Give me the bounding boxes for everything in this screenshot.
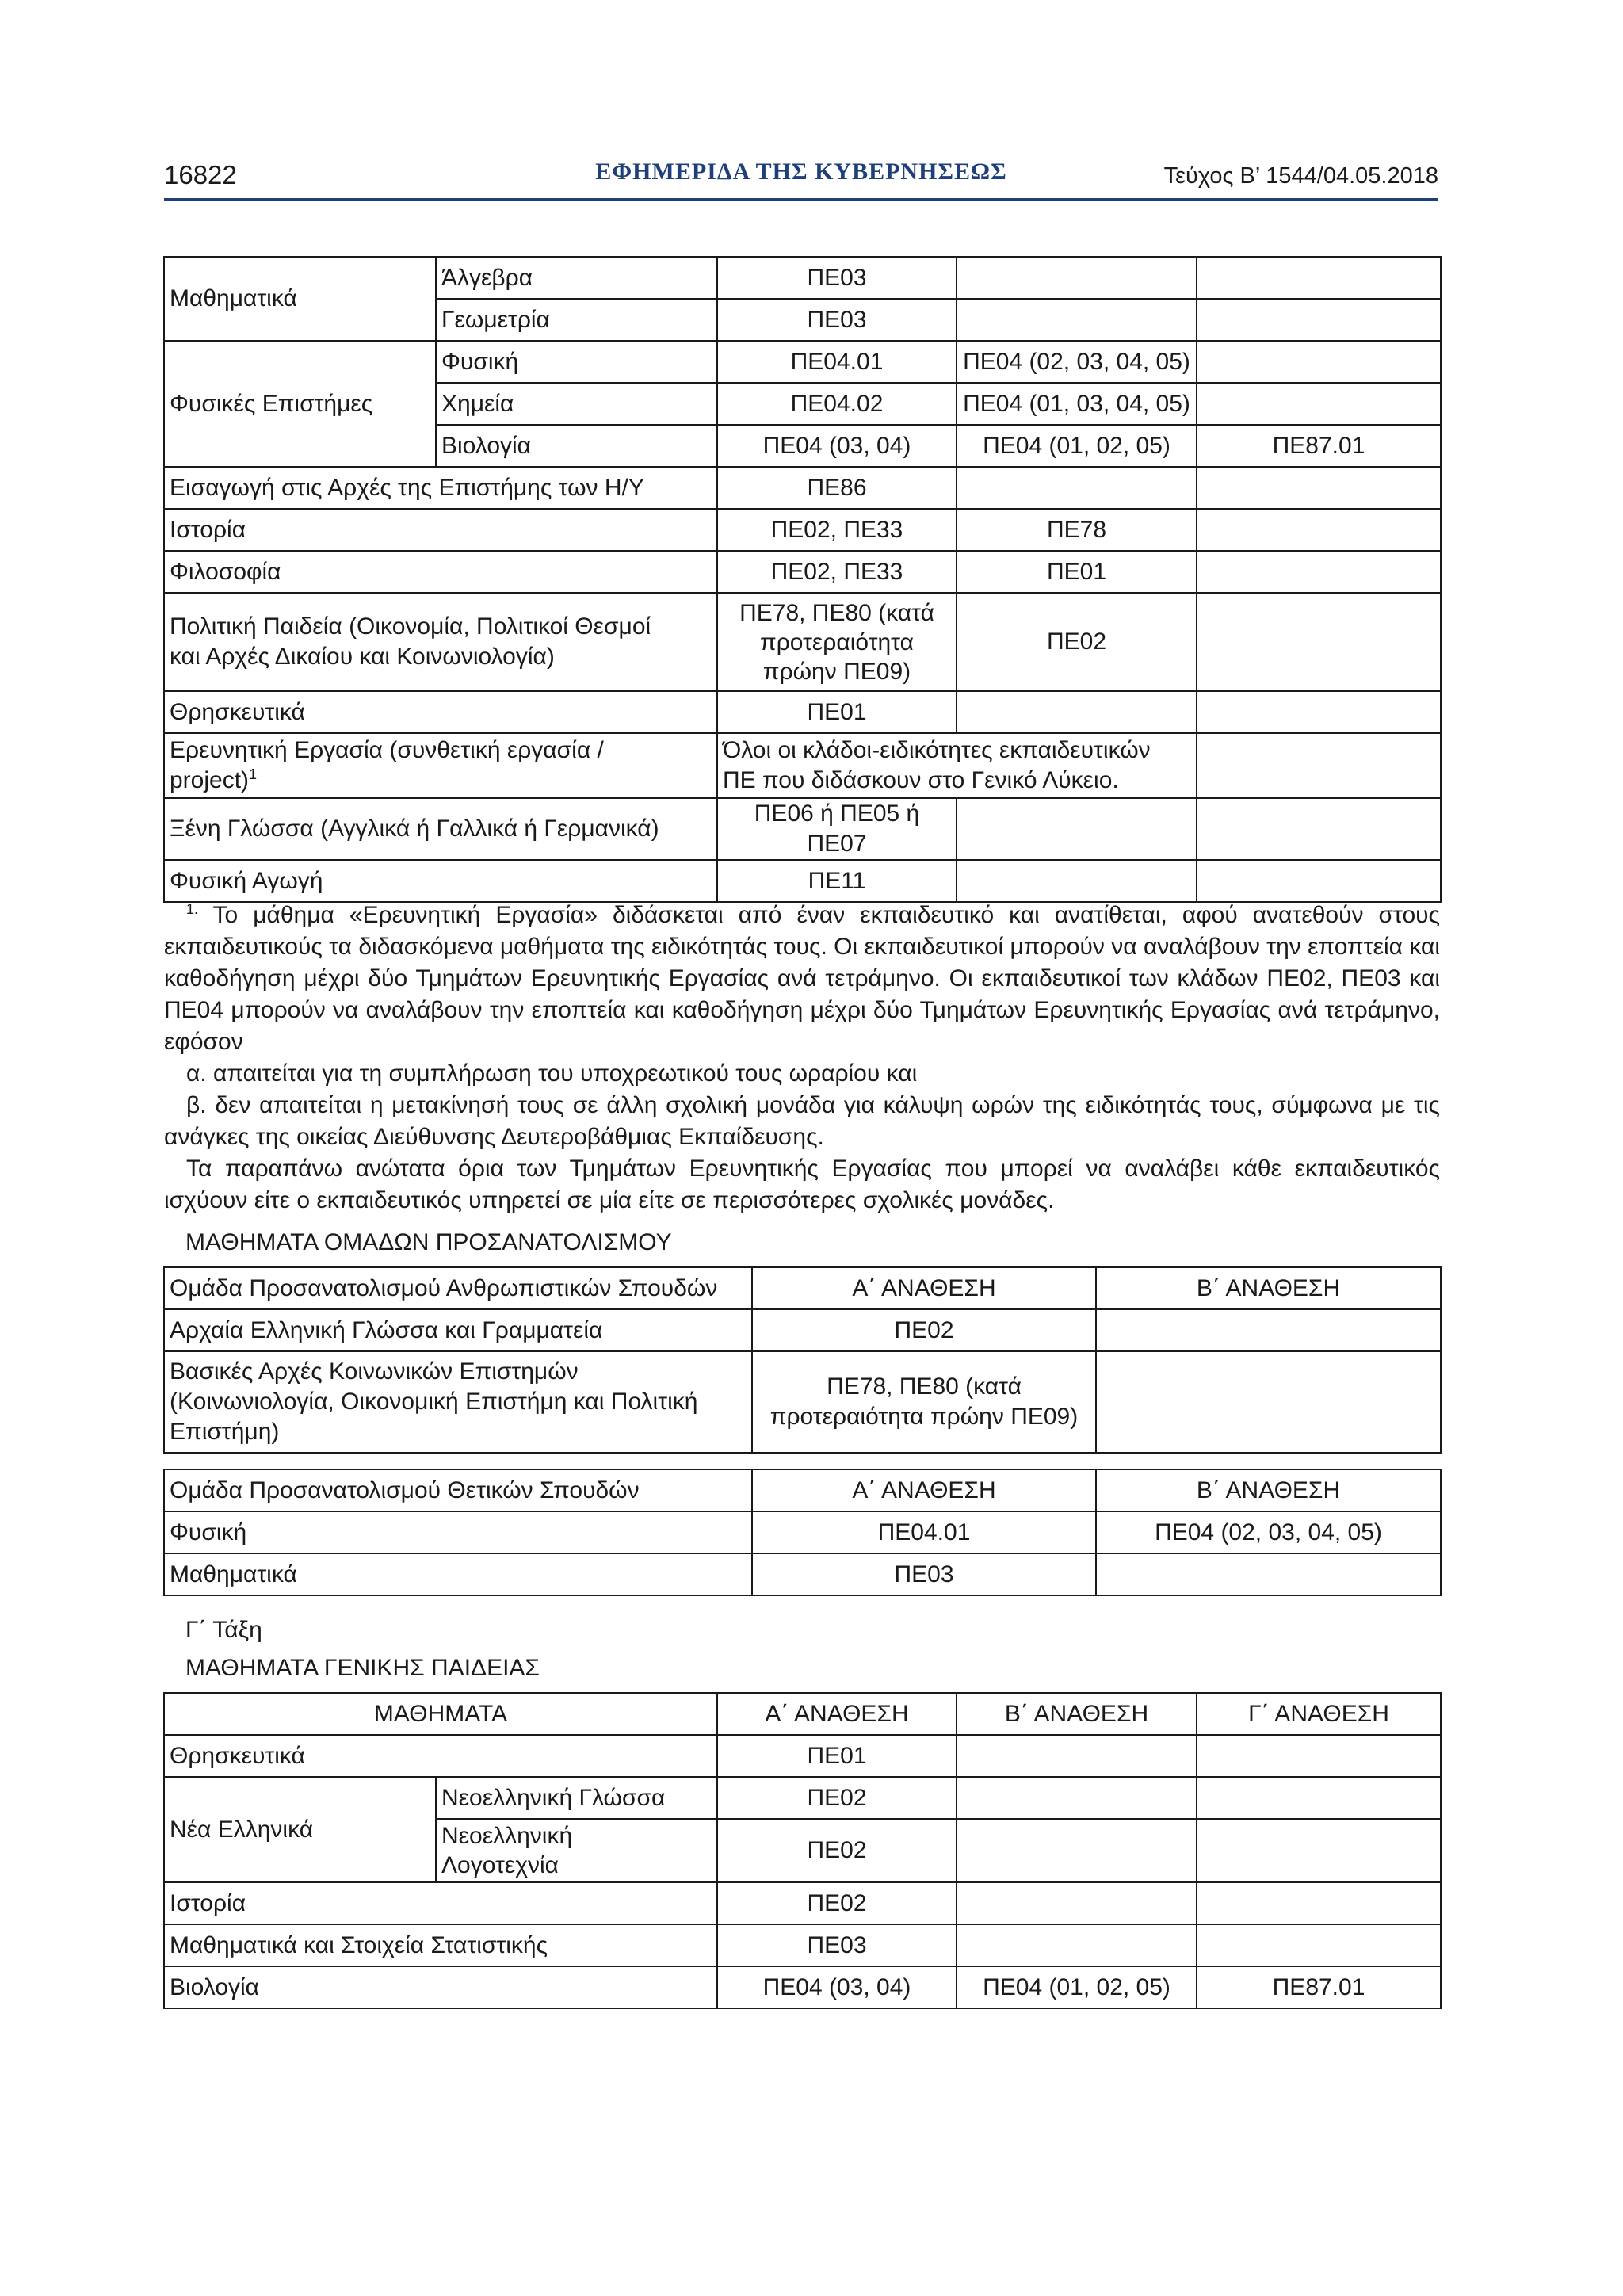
assignment-b-cell: ΠΕ02	[957, 593, 1197, 691]
assignment-line: Όλοι οι κλάδοι-ειδικότητες εκπαιδευτικών	[723, 737, 1151, 763]
table-row	[164, 1777, 1441, 1819]
grade-heading: Γ΄ Τάξη	[185, 1617, 262, 1643]
subject-line: project)$^1$	[170, 766, 258, 793]
table-row	[164, 1924, 1441, 1966]
table-row	[164, 509, 1441, 551]
assignment-line: πρώην ΠΕ09)	[762, 658, 911, 685]
subject-cell: Θρησκευτικά	[164, 1735, 717, 1777]
footnote-block	[164, 900, 1440, 1217]
footnote-item-a: α. απαιτείται για τη συμπλήρωση του υποχρεωτικού τους ωραρίου και	[186, 1060, 918, 1087]
subsubject-cell: Χημεία	[436, 383, 717, 425]
subsubject-cell: Νεοελληνική Γλώσσα	[436, 1777, 717, 1819]
table-row	[164, 551, 1441, 593]
column-header: Ομάδα Προσανατολισμού Θετικών Σπουδών	[164, 1469, 752, 1511]
assignment-a-cell: ΠΕ02	[717, 1819, 957, 1882]
table-row	[164, 1882, 1441, 1924]
subject-cell: Μαθηματικά	[164, 257, 436, 341]
subject-cell: Μαθηματικά και Στοιχεία Στατιστικής	[164, 1924, 717, 1966]
subject-cell: Εισαγωγή στις Αρχές της Επιστήμης των Η/Υ	[164, 467, 717, 509]
subject-line: και Αρχές Δικαίου και Κοινωνιολογία)	[170, 644, 555, 670]
assignment-a-cell: ΠΕ04 (03, 04)	[717, 1966, 957, 2008]
assignment-a-cell: ΠΕ03	[717, 299, 957, 341]
assignment-a-cell: ΠΕ04 (03, 04)	[717, 425, 957, 467]
table-row	[164, 1966, 1441, 2008]
assignment-a-cell: ΠΕ11	[717, 860, 957, 902]
assignment-c-cell: ΠΕ87.01	[1197, 425, 1441, 467]
assignment-a-cell: ΠΕ03	[717, 1924, 957, 1966]
subject-line: Νεοελληνική	[441, 1823, 573, 1849]
assignment-a-cell: ΠΕ01	[717, 691, 957, 733]
subject-cell: Φυσικές Επιστήμες	[164, 341, 436, 467]
subject-line: Επιστήμη)	[170, 1419, 280, 1445]
issue-info: Τεύχος Β’ 1544/04.05.2018	[1163, 163, 1438, 189]
subject-line: Ερευνητική Εργασία (συνθετική εργασία /	[170, 737, 604, 763]
subject-cell: Βιολογία	[164, 1966, 717, 2008]
assignment-a-cell: ΠΕ04.01	[752, 1511, 1096, 1553]
table-row	[164, 1735, 1441, 1777]
subject-cell: Ξένη Γλώσσα (Αγγλικά ή Γαλλικά ή Γερμανικά)	[164, 798, 717, 860]
subject-line: Πολιτική Παιδεία (Οικονομία, Πολιτικοί Θεσμοί	[170, 613, 651, 640]
subject-cell: Αρχαία Ελληνική Γλώσσα και Γραμματεία	[164, 1309, 752, 1351]
table-row	[164, 467, 1441, 509]
column-header: Β΄ ΑΝΑΘΕΣΗ	[1096, 1267, 1441, 1309]
table-header-row	[164, 1693, 1441, 1735]
assignment-line: προτεραιότητα πρώην ΠΕ09)	[769, 1404, 1079, 1430]
column-header: Ομάδα Προσανατολισμού Ανθρωπιστικών Σπουδών	[164, 1267, 752, 1309]
assignment-line: ΠΕ που διδάσκουν στο Γενικό Λύκειο.	[723, 767, 1119, 793]
subject-cell: Φιλοσοφία	[164, 551, 717, 593]
humanities-orientation-table	[163, 1266, 1442, 1454]
assignment-a-cell: ΠΕ86	[717, 467, 957, 509]
section-heading: ΜΑΘΗΜΑΤΑ ΓΕΝΙΚΗΣ ΠΑΙΔΕΙΑΣ	[185, 1655, 540, 1681]
assignment-a-cell	[752, 1351, 1096, 1453]
subsubject-cell: Γεωμετρία	[436, 299, 717, 341]
table-row	[164, 1553, 1441, 1595]
assignment-a-cell: ΠΕ03	[717, 257, 957, 299]
assignment-a-cell: ΠΕ02, ΠΕ33	[717, 551, 957, 593]
assignment-line: ΠΕ78, ΠΕ80 (κατά	[739, 599, 934, 626]
page-header	[164, 157, 1438, 201]
assignment-line: προτεραιότητα	[760, 628, 914, 655]
subject-line: Βασικές Αρχές Κοινωνικών Επιστημών	[170, 1358, 579, 1385]
column-header: ΜΑΘΗΜΑΤΑ	[164, 1693, 717, 1735]
general-education-table-c-class	[163, 1692, 1442, 2009]
subject-cell: Νέα Ελληνικά	[164, 1777, 436, 1882]
assignment-a-cell: ΠΕ02, ΠΕ33	[717, 509, 957, 551]
table-row	[164, 593, 1441, 691]
assignment-a-cell: ΠΕ02	[752, 1309, 1096, 1351]
table-header-row	[164, 1469, 1441, 1511]
subject-cell	[164, 593, 717, 691]
assignment-b-cell: ΠΕ78	[957, 509, 1197, 551]
footnote-paragraph: Τα παραπάνω ανώτατα όρια των Τμημάτων Ερευνητικής Εργασίας που μπορεί να αναλάβει κάθε εκπαιδευτικός ισχύουν είτε ο εκπαιδευτικός υπηρετεί σε μία είτε σε περισσότερες σχολικές μονάδες.	[164, 1156, 1440, 1213]
table-row	[164, 1309, 1441, 1351]
table-row	[164, 257, 1441, 299]
assignment-b-cell: ΠΕ01	[957, 551, 1197, 593]
subject-cell: Φυσική	[164, 1511, 752, 1553]
table-header-row	[164, 1267, 1441, 1309]
table-row	[164, 1351, 1441, 1453]
column-header: Α΄ ΑΝΑΘΕΣΗ	[717, 1693, 957, 1735]
subject-cell: Ιστορία	[164, 1882, 717, 1924]
column-header: Β΄ ΑΝΑΘΕΣΗ	[957, 1693, 1197, 1735]
assignment-table-b-class	[163, 256, 1442, 903]
assignment-a-cell: ΠΕ03	[752, 1553, 1096, 1595]
subject-line: (Κοινωνιολογία, Οικονομική Επιστήμη και Πολιτική	[170, 1389, 698, 1415]
section-heading: ΜΑΘΗΜΑΤΑ ΟΜΑΔΩΝ ΠΡΟΣΑΝΑΤΟΛΙΣΜΟΥ	[185, 1229, 672, 1255]
table-row	[164, 860, 1441, 902]
assignment-a-cell: ΠΕ06 ή ΠΕ05 ή ΠΕ07	[717, 798, 957, 860]
assignment-a-cell: ΠΕ02	[717, 1777, 957, 1819]
column-header: Α΄ ΑΝΑΘΕΣΗ	[752, 1469, 1096, 1511]
footnote-marker: 1	[249, 766, 258, 782]
footnote-item-b: β. δεν απαιτείται η μετακίνησή τους σε άλλη σχολική μονάδα για κάλυψη ωρών της ειδικότητάς τους, σύμφωνα με τις ανάγκες της οικείας Διεύθυνσης Δευτεροβάθμιας Εκπαίδευσης.	[164, 1092, 1440, 1150]
assignment-b-cell: ΠΕ04 (02, 03, 04, 05)	[957, 341, 1197, 383]
assignment-b-cell: ΠΕ04 (01, 02, 05)	[957, 425, 1197, 467]
subject-cell	[164, 733, 717, 798]
subject-line: Λογοτεχνία	[441, 1852, 559, 1878]
assignment-b-cell: ΠΕ04 (02, 03, 04, 05)	[1096, 1511, 1441, 1553]
column-header: Α΄ ΑΝΑΘΕΣΗ	[752, 1267, 1096, 1309]
table-row	[164, 691, 1441, 733]
gazette-title: ΕΦΗΜΕΡΙΔΑ ΤΗΣ ΚΥΒΕΡΝΗΣΕΩΣ	[595, 159, 1007, 185]
footnote-paragraph: $^{1.}$ Το μάθημα «Ερευνητική Εργασία» διδάσκεται από έναν εκπαιδευτικό και ανατίθεται, αφού ανατεθούν στους εκπαιδευτικούς τα διδασκόμενα μαθήματα της ειδικότητάς τους. Οι εκπαιδευτικοί μπορούν να αναλάβουν την εποπτεία και καθοδήγηση μέχρι δύο Τμημάτων Ερευνητικής Εργασίας ανά τετράμηνο. Οι εκπαιδευτικοί των κλάδων ΠΕ02, ΠΕ03 και ΠΕ04 μπορούν να αναλάβουν την εποπτεία και καθοδήγηση μέχρι δύο Τμημάτων Ερευνητικής Εργασίας ανά τετράμηνο, εφόσον	[164, 901, 1440, 1055]
assignment-a-cell: ΠΕ04.02	[717, 383, 957, 425]
subsubject-cell	[436, 1819, 717, 1882]
subsubject-cell: Άλγεβρα	[436, 257, 717, 299]
sciences-orientation-table	[163, 1469, 1442, 1596]
subject-cell: Φυσική Αγωγή	[164, 860, 717, 902]
page-number: 16822	[164, 160, 237, 189]
subject-cell: Μαθηματικά	[164, 1553, 752, 1595]
assignment-a-cell: ΠΕ02	[717, 1882, 957, 1924]
column-header: Β΄ ΑΝΑΘΕΣΗ	[1096, 1469, 1441, 1511]
table-row	[164, 1511, 1441, 1553]
subject-cell: Ιστορία	[164, 509, 717, 551]
subsubject-cell: Βιολογία	[436, 425, 717, 467]
footnote-marker: 1.	[186, 901, 199, 917]
subject-cell: Θρησκευτικά	[164, 691, 717, 733]
assignment-line: ΠΕ78, ΠΕ80 (κατά	[827, 1373, 1022, 1400]
assignment-b-cell: ΠΕ04 (01, 03, 04, 05)	[957, 383, 1197, 425]
assignment-a-cell: ΠΕ01	[717, 1735, 957, 1777]
assignment-c-cell: ΠΕ87.01	[1197, 1966, 1441, 2008]
subject-cell	[164, 1351, 752, 1453]
assignment-a-cell: ΠΕ04.01	[717, 341, 957, 383]
assignment-a-cell	[717, 593, 957, 691]
assignment-a-cell	[717, 733, 1197, 798]
column-header: Γ΄ ΑΝΑΘΕΣΗ	[1197, 1693, 1441, 1735]
table-row	[164, 798, 1441, 860]
table-row	[164, 341, 1441, 383]
table-row	[164, 733, 1441, 798]
assignment-b-cell: ΠΕ04 (01, 02, 05)	[957, 1966, 1197, 2008]
subsubject-cell: Φυσική	[436, 341, 717, 383]
